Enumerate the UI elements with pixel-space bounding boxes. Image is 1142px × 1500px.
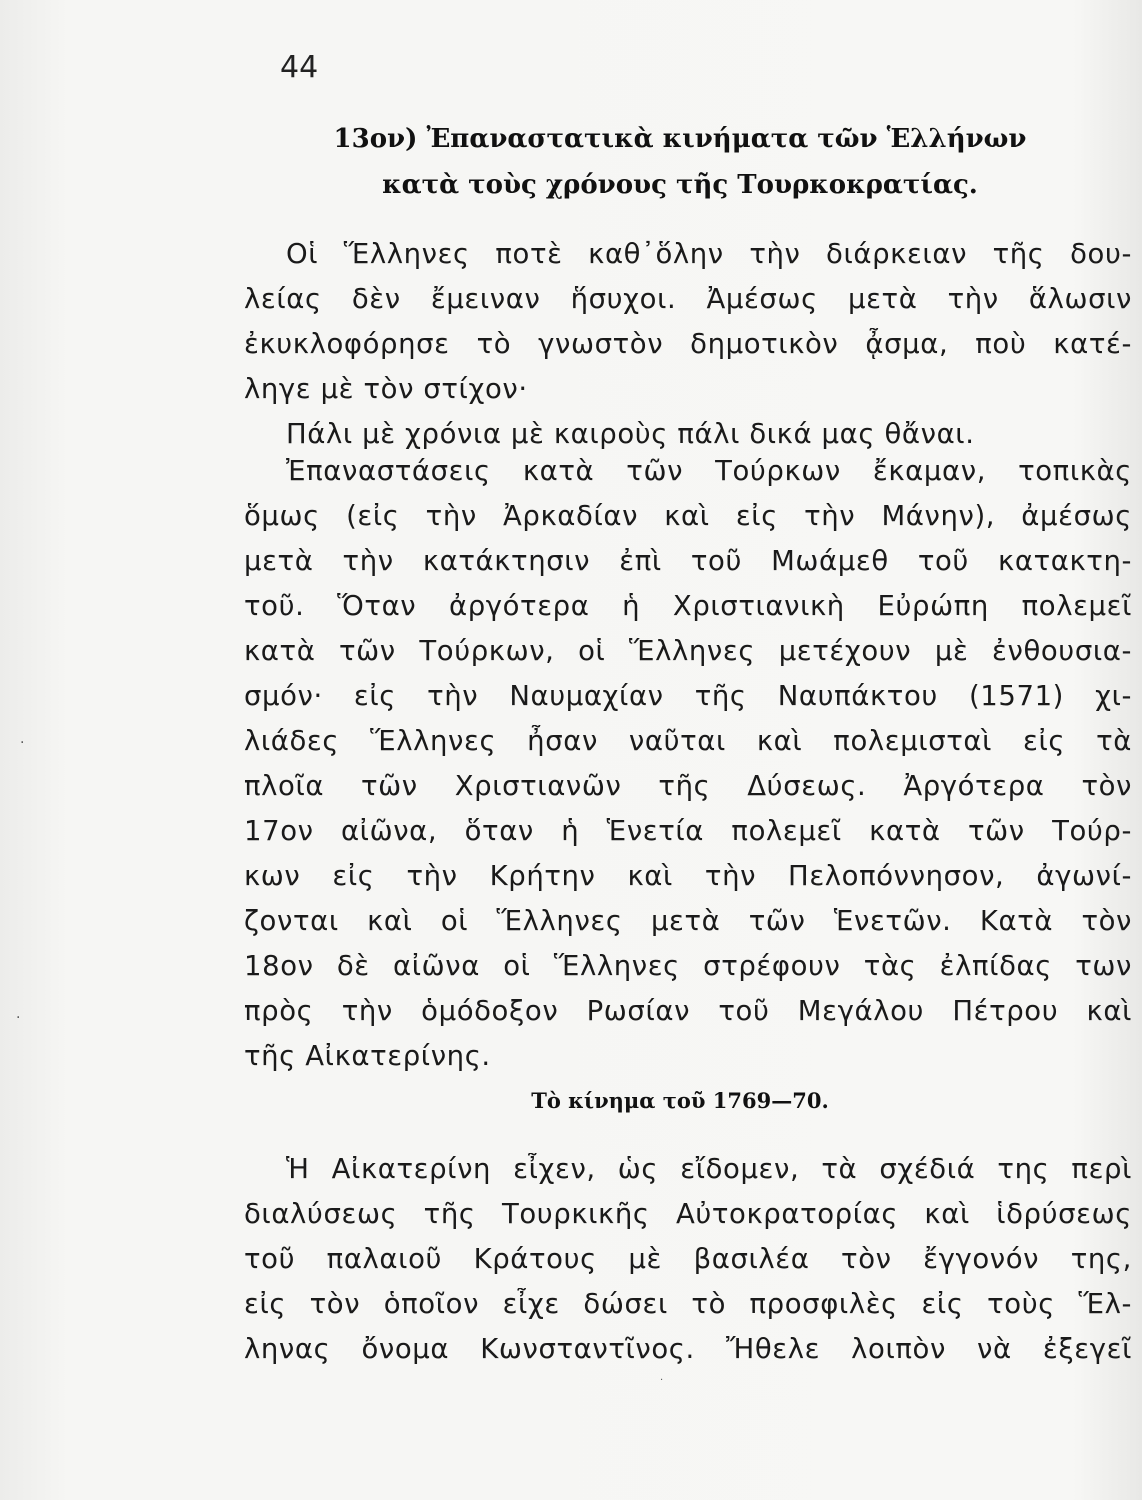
margin-dot: ·	[20, 735, 25, 751]
paragraph-line: Οἱ Ἕλληνες ποτὲ καθ᾽ὅλην τὴν διάρκειαν τῆς δου-	[286, 238, 1132, 270]
margin-dot: ·	[660, 1375, 664, 1386]
paragraph-line: διαλύσεως τῆς Τουρκικῆς Αὐτοκρατορίας καὶ ἱδρύσεως	[244, 1198, 1132, 1230]
paragraph-line: τοῦ παλαιοῦ Κράτους μὲ βασιλέα τὸν ἔγγονόν της,	[244, 1243, 1132, 1275]
paragraph-line: σμόν· εἰς τὴν Ναυμαχίαν τῆς Ναυπάκτου (1571) χι-	[244, 680, 1132, 712]
paragraph-line: εἰς τὸν ὁποῖον εἶχε δώσει τὸ προσφιλὲς εἰς τοὺς Ἕλ-	[244, 1288, 1132, 1320]
paragraph-line: ἐκυκλοφόρησε τὸ γνωστὸν δημοτικὸν ᾆσμα, ποὺ κατέ-	[244, 328, 1132, 360]
paragraph-line: λείας δὲν ἔμειναν ἥσυχοι. Ἀμέσως μετὰ τὴν ἅλωσιν	[244, 283, 1132, 315]
paragraph-line: 17ον αἰῶνα, ὅταν ἡ Ἑνετία πολεμεῖ κατὰ τῶν Τούρ-	[244, 815, 1132, 847]
chapter-heading-line-2: κατὰ τοὺς χρόνους τῆς Τουρκοκρατίας.	[382, 170, 978, 200]
paragraph-line: Ἡ Αἰκατερίνη εἶχεν, ὡς εἴδομεν, τὰ σχέδιά της περὶ	[286, 1153, 1132, 1185]
paragraph-line: Ἐπαναστάσεις κατὰ τῶν Τούρκων ἔκαμαν, τοπικὰς	[286, 455, 1132, 487]
margin-dot: ·	[16, 1010, 21, 1026]
paragraph-line: μετὰ τὴν κατάκτησιν ἐπὶ τοῦ Μωάμεθ τοῦ κατακτη-	[244, 545, 1132, 577]
paragraph-line: ζονται καὶ οἱ Ἕλληνες μετὰ τῶν Ἑνετῶν. Κατὰ τὸν	[244, 905, 1132, 937]
chapter-heading-line-1: 13ον) Ἐπαναστατικὰ κινήματα τῶν Ἑλλήνων	[333, 124, 1027, 154]
paragraph-line: λιάδες Ἕλληνες ἦσαν ναῦται καὶ πολεμισταὶ εἰς τὰ	[244, 725, 1132, 757]
paragraph-line: κων εἰς τὴν Κρήτην καὶ τὴν Πελοπόννησον, ἀγωνί-	[244, 860, 1132, 892]
paragraph-line: πλοῖα τῶν Χριστιανῶν τῆς Δύσεως. Ἀργότερα τὸν	[244, 770, 1132, 802]
paragraph-line: 18ον δὲ αἰῶνα οἱ Ἕλληνες στρέφουν τὰς ἐλπίδας των	[244, 950, 1132, 982]
paragraph-line: ληνας ὄνομα Κωνσταντῖνος. Ἤθελε λοιπὸν νὰ ἐξεγεῖ	[244, 1333, 1132, 1365]
paragraph-line: ληγε μὲ τὸν στίχον·	[244, 373, 528, 405]
section-subheading: Τὸ κίνημα τοῦ 1769—70.	[531, 1088, 829, 1113]
paragraph-line: τῆς Αἰκατερίνης.	[244, 1040, 491, 1072]
paragraph-line: κατὰ τῶν Τούρκων, οἱ Ἕλληνες μετέχουν μὲ ἐνθουσια-	[244, 635, 1132, 667]
verse-line: Πάλι μὲ χρόνια μὲ καιροὺς πάλι δικά μας θἄναι.	[286, 418, 975, 450]
page-number: 44	[280, 50, 319, 85]
paragraph-line: ὅμως (εἰς τὴν Ἀρκαδίαν καὶ εἰς τὴν Μάνην), ἀμέσως	[244, 500, 1132, 532]
paragraph-line: τοῦ. Ὅταν ἀργότερα ἡ Χριστιανικὴ Εὐρώπη πολεμεῖ	[244, 590, 1132, 622]
paragraph-line: πρὸς τὴν ὁμόδοξον Ρωσίαν τοῦ Μεγάλου Πέτρου καὶ	[244, 995, 1132, 1027]
